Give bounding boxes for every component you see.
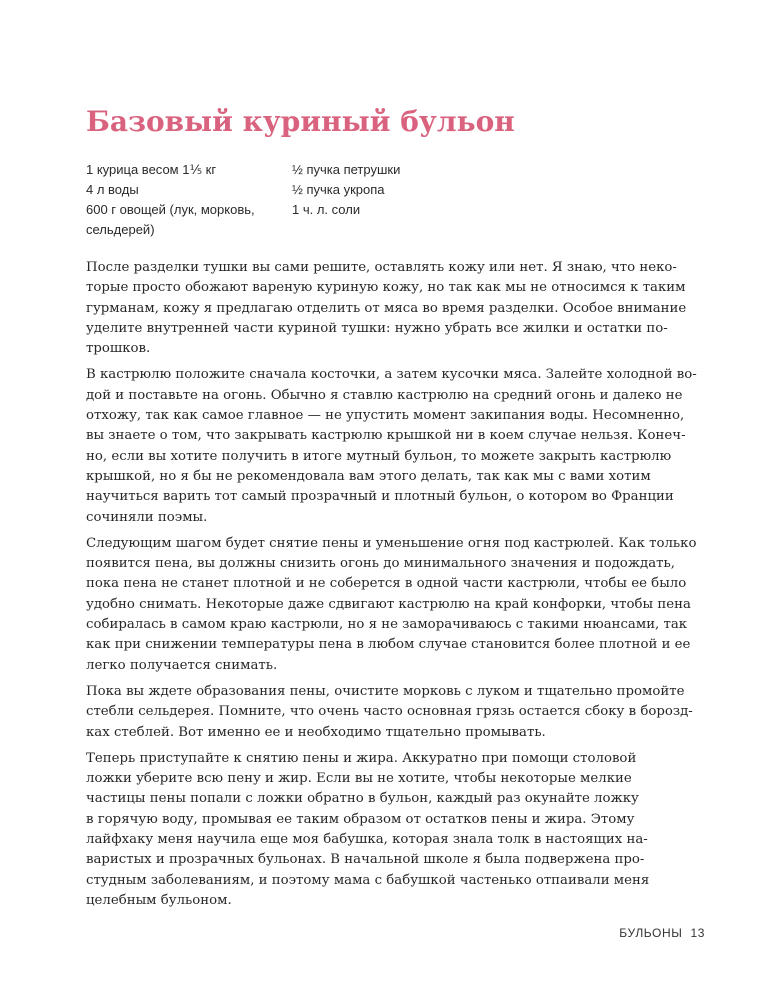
text-line: лайфхаку меня научила еще моя бабушка, которая знала толк в настоящих на- (86, 832, 648, 848)
ingredients-column-2 (292, 160, 492, 220)
recipe-body (86, 258, 697, 917)
paragraph (86, 534, 697, 676)
text-line: В кастрюлю положите сначала косточки, а затем кусочки мяса. Залейте холодной во- (86, 367, 697, 383)
text-line: собиралась в самом краю кастрюли, но я не заморачиваюсь с такими нюансами, так (86, 617, 688, 633)
ingredient-item: сельдерей) (86, 222, 155, 237)
text-line: гурманам, кожу я предлагаю отделить от мяса во время разделки. Особое внимание (86, 300, 687, 316)
text-line: ложки уберите всю пену и жир. Если вы не хотите, чтобы некоторые мелкие (86, 771, 632, 787)
paragraph (86, 682, 693, 743)
text-line: легко получается снимать. (86, 657, 278, 673)
text-line: трошков. (86, 341, 151, 357)
text-line: Пока вы ждете образования пены, очистите морковь с луком и тщательно промойте (86, 683, 685, 699)
page-number: 13 (690, 926, 705, 940)
ingredients-column-1 (86, 160, 286, 240)
text-line: дой и поставьте на огонь. Обычно я ставлю кастрюлю на средний огонь и далеко не (86, 387, 683, 403)
ingredient-item: ½ пучка петрушки (292, 162, 401, 177)
text-line: целебным бульоном. (86, 892, 232, 908)
text-line: но, если вы хотите получить в итоге мутный бульон, то можете закрыть кастрюлю (86, 448, 672, 464)
text-line: уделите внутренней части куриной тушки: нужно убрать все жилки и остатки по- (86, 320, 668, 336)
paragraph (86, 365, 697, 527)
recipe-title: Базовый куриный бульон (86, 105, 515, 138)
ingredient-item: ½ пучка укропа (292, 182, 385, 197)
text-line: стебли сельдерея. Помните, что очень часто основная грязь остается сбоку в борозд- (86, 704, 693, 720)
text-line: студным заболеваниям, и поэтому мама с бабушкой частенько отпаивали меня (86, 872, 650, 888)
text-line: отхожу, так как самое главное — не упустить момент закипания воды. Несомненно, (86, 408, 685, 424)
text-line: торые просто обожают вареную куриную кожу, но так как мы не относимся к таким (86, 280, 686, 296)
ingredient-item: 4 л воды (86, 182, 139, 197)
text-line: удобно снимать. Некоторые даже сдвигают кастрюлю на край конфорки, чтобы пена (86, 596, 691, 612)
text-line: Следующим шагом будет снятие пены и уменьшение огня под кастрюлей. Как только (86, 535, 697, 551)
text-line: в горячую воду, промывая ее таким образом от остатков пены и жира. Этому (86, 811, 635, 827)
ingredient-item: 600 г овощей (лук, морковь, (86, 202, 255, 217)
paragraph (86, 258, 687, 359)
paragraph (86, 749, 650, 911)
text-line: варистых и прозрачных бульонах. В начальной школе я была подвержена про- (86, 852, 645, 868)
section-name: БУЛЬОНЫ (619, 926, 683, 940)
text-line: крышкой, но я бы не рекомендовала вам этого делать, так как мы с вами хотим (86, 468, 651, 484)
text-line: После разделки тушки вы сами решите, оставлять кожу или нет. Я знаю, что неко- (86, 260, 677, 275)
page-footer (619, 926, 705, 940)
text-line: частицы пены попали с ложки обратно в бульон, каждый раз окунайте ложку (86, 791, 639, 807)
text-line: сочиняли поэмы. (86, 509, 208, 525)
text-line: пока пена не станет плотной и не соберется в одной части кастрюли, чтобы ее было (86, 576, 687, 592)
ingredient-item: 1 ч. л. соли (292, 202, 361, 217)
text-line: вы знаете о том, что закрывать кастрюлю крышкой ни в коем случае нельзя. Конеч- (86, 428, 686, 444)
text-line: как при снижении температуры пена в любом случае становится более плотной и ее (86, 637, 691, 653)
text-line: научиться варить тот самый прозрачный и плотный бульон, о котором во Франции (86, 489, 674, 505)
ingredient-item: 1 курица весом 1⅕ кг (86, 162, 217, 177)
text-line: Теперь приступайте к снятию пены и жира. Аккуратно при помощи столовой (86, 750, 637, 766)
text-line: появится пена, вы должны снизить огонь до минимального значения и подождать, (86, 556, 675, 572)
text-line: ках стеблей. Вот именно ее и необходимо тщательно промывать. (86, 724, 546, 740)
